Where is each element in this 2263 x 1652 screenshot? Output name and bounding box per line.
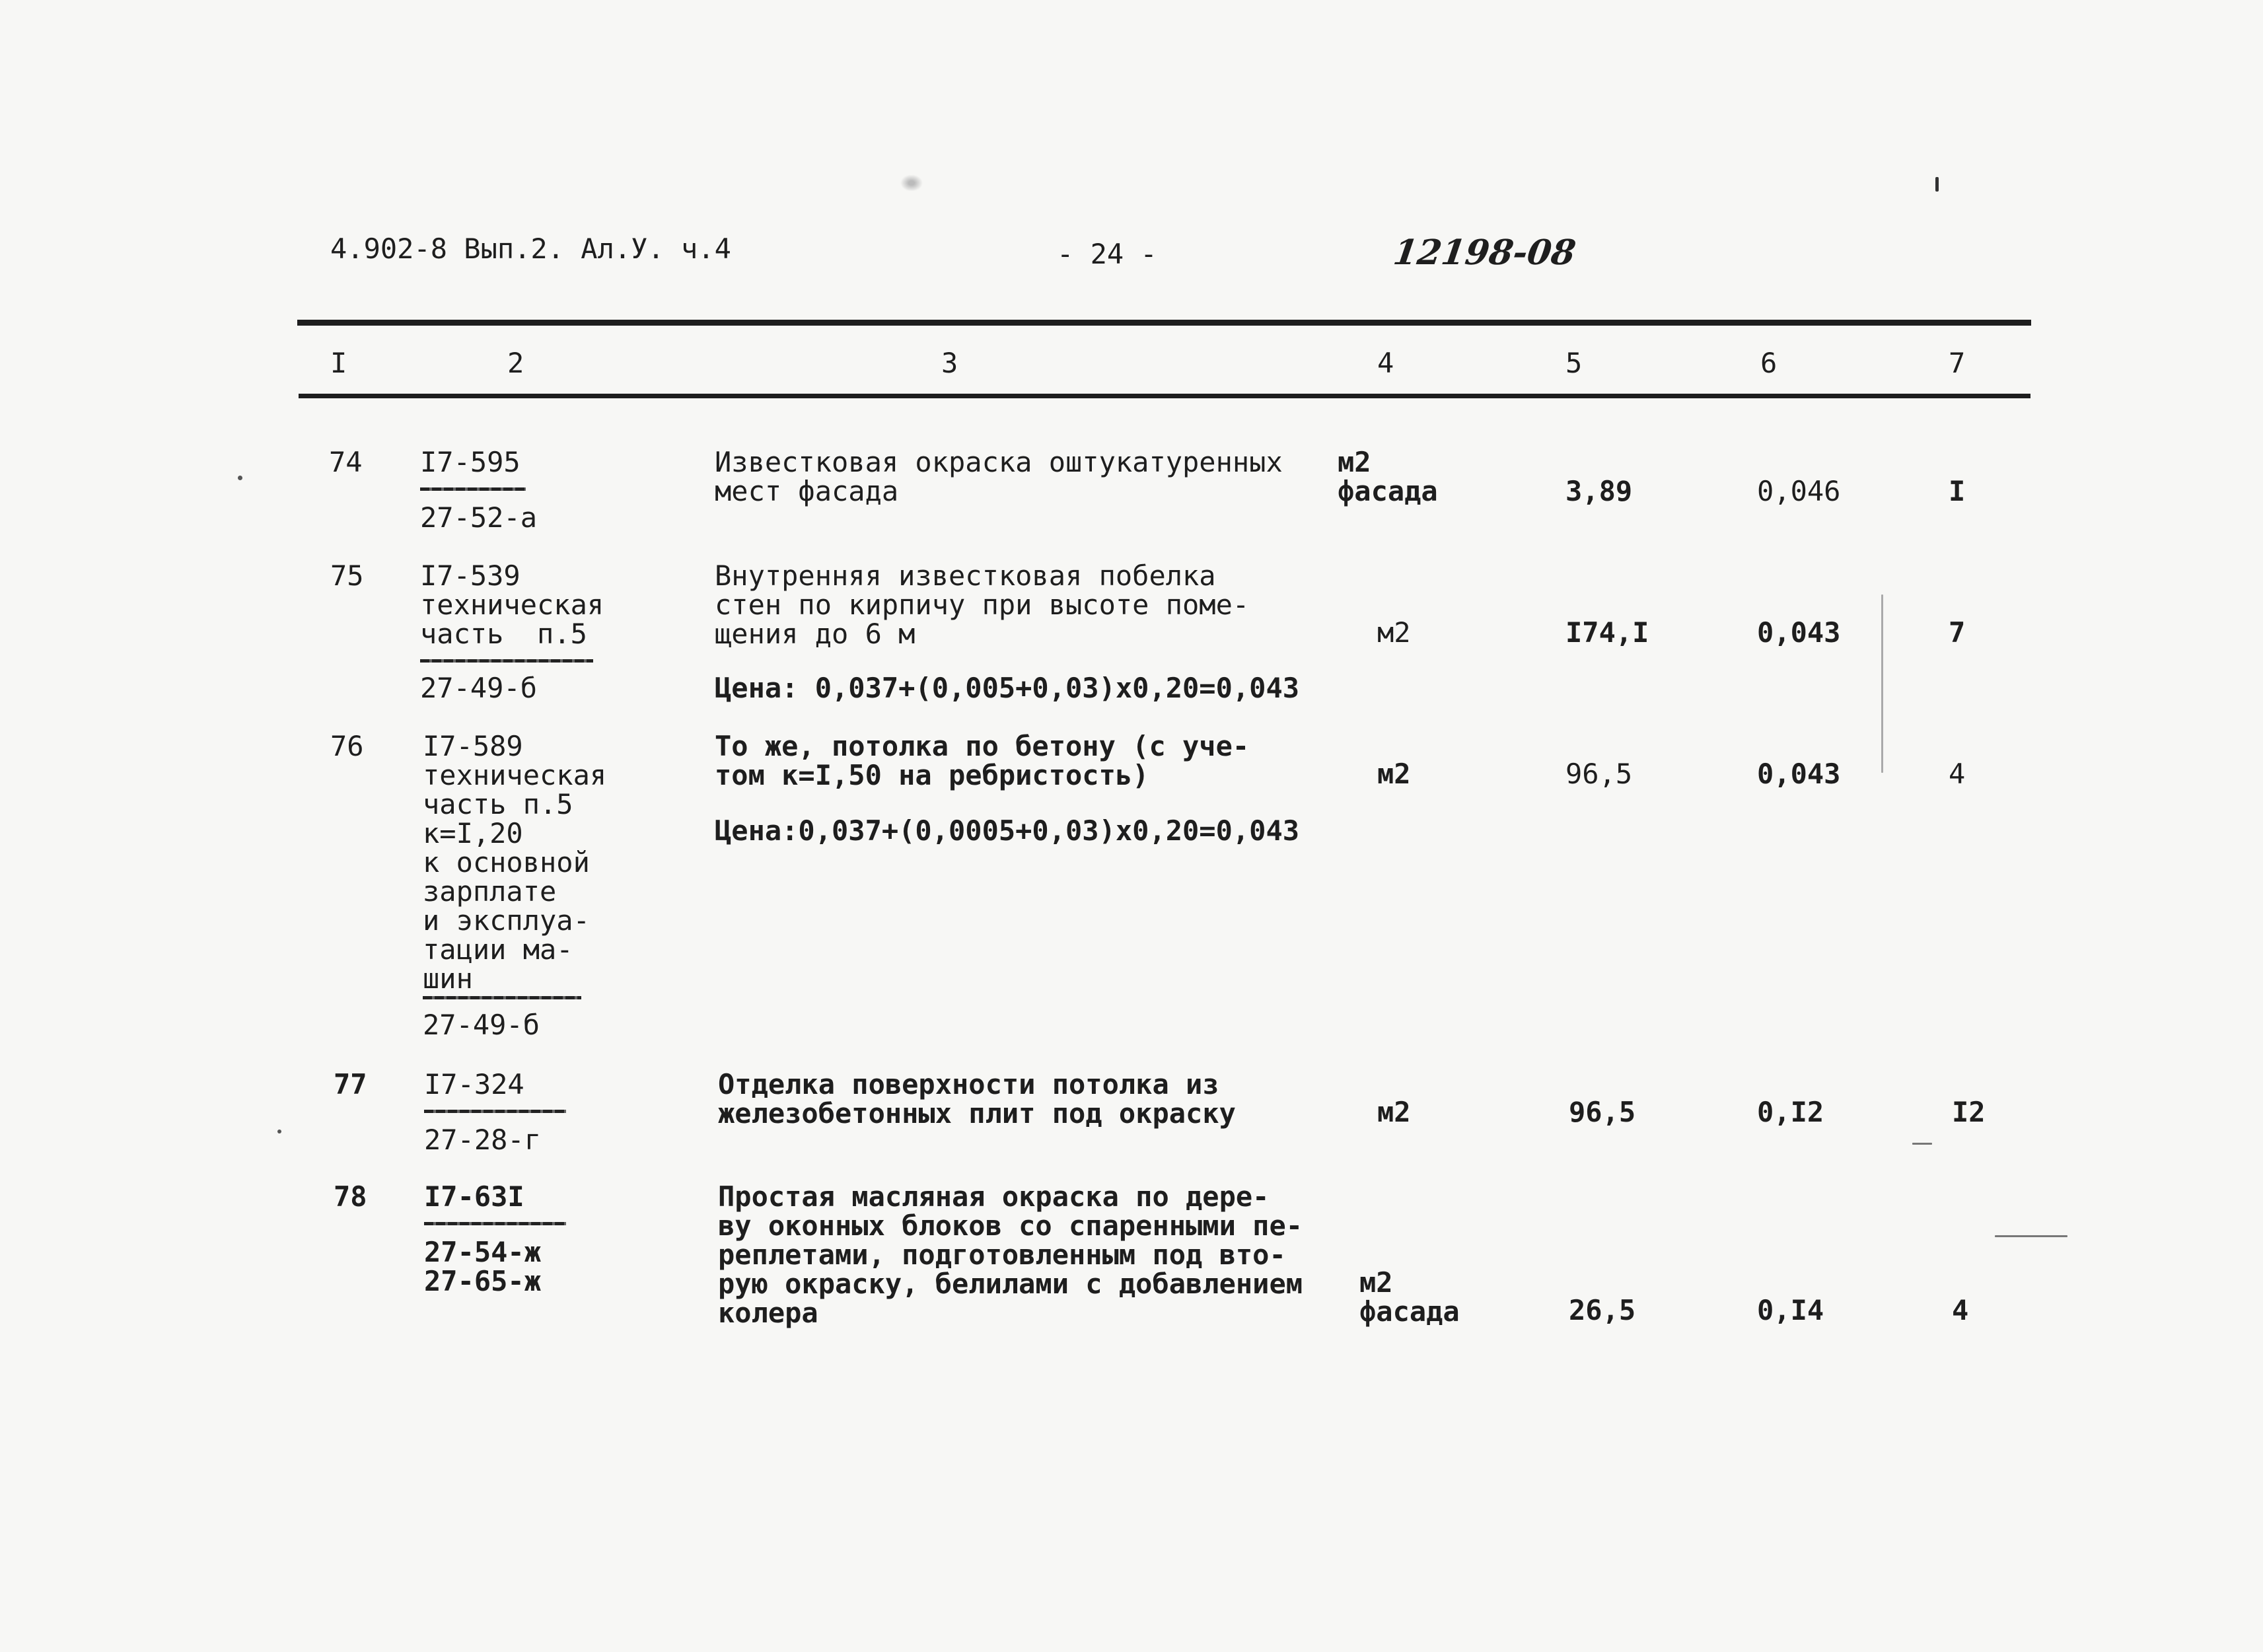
fraction-line [423,996,581,999]
scan-mark [1912,1143,1932,1145]
norm-code: I7-324 [424,1068,524,1100]
unit: м2 [1377,1096,1411,1128]
row-number: 76 [330,730,364,762]
handwritten-number: 12198-08 [1390,233,1579,273]
quantity: I74,I [1565,616,1649,649]
norm-value: 0,043 [1757,616,1841,649]
scan-mark [1995,1235,2067,1237]
price-formula: Цена:0,037+(0,0005+0,03)х0,20=0,043 [715,814,1300,847]
scan-mark [1881,594,1883,773]
column-header-1: I [330,347,347,379]
row-number: 78 [334,1180,367,1213]
table-top-rule [297,320,2031,326]
document-code: 4.902-8 Вып.2. Ал.У. ч.4 [330,233,731,265]
scan-mark [898,173,925,193]
row-number: 77 [334,1068,367,1100]
row-number: 74 [329,446,363,478]
unit: м2 [1377,616,1411,649]
quantity: 96,5 [1569,1096,1636,1128]
column-header-7: 7 [1949,347,1966,379]
fraction-line [424,1222,566,1225]
total-value: I2 [1952,1096,1986,1128]
work-description: Отделка поверхности потолка из железобетонных плит под окраску [718,1068,1236,1130]
column-header-5: 5 [1565,347,1583,379]
total-value: I [1949,475,1966,507]
norm-value: 0,I4 [1757,1294,1824,1326]
norm-code: I7-595 [420,446,521,478]
price-code: 27-49-б [420,672,538,704]
price-formula: Цена: 0,037+(0,005+0,03)х0,20=0,043 [715,672,1300,704]
page-number: - 24 - [1057,238,1157,270]
scan-mark [1935,177,1939,192]
quantity: 96,5 [1565,758,1633,790]
scan-mark [238,476,242,480]
price-code: 27-28-г [424,1124,542,1156]
column-header-2: 2 [507,347,524,379]
table-header-rule [299,394,2030,398]
column-header-6: 6 [1760,347,1778,379]
quantity: 26,5 [1569,1294,1636,1326]
scan-mark [277,1130,281,1133]
work-description: Простая масляная окраска по дере- ву оконных блоков со спаренными пе- реплетами, подготовленным под вто- рую окраску, белилами с добавлением колера [718,1180,1303,1329]
norm-value: 0,046 [1757,475,1841,507]
work-description: Внутренняя известковая побелка стен по кирпичу при высоте поме- щения до 6 м [715,559,1250,650]
column-header-4: 4 [1377,347,1394,379]
norm-code: I7-589 техническая часть п.5 к=I,20 к основной зарплате и эксплуа- тации ма- шин [423,730,607,995]
fraction-line [420,659,593,663]
row-number: 75 [330,559,364,592]
price-code: 27-49-б [423,1009,540,1041]
fraction-line [424,1110,566,1113]
unit: м2 фасада [1359,1266,1460,1328]
unit: м2 фасада [1338,446,1438,507]
work-description: То же, потолка по бетону (с уче- том к=I,50 на ребристость) [715,730,1250,791]
column-header-3: 3 [941,347,958,379]
unit: м2 [1377,758,1411,790]
total-value: 7 [1949,616,1966,649]
norm-code: I7-63I [424,1180,524,1213]
work-description: Известковая окраска оштукатуренных мест фасада [715,446,1283,507]
norm-value: 0,I2 [1757,1096,1824,1128]
price-code: 27-52-а [420,501,538,534]
quantity: 3,89 [1565,475,1633,507]
price-code: 27-54-ж 27-65-ж [424,1236,542,1297]
norm-code: I7-539 техническая часть п.5 [420,559,604,650]
norm-value: 0,043 [1757,758,1841,790]
fraction-line [420,487,526,491]
total-value: 4 [1949,758,1966,790]
total-value: 4 [1952,1294,1969,1326]
